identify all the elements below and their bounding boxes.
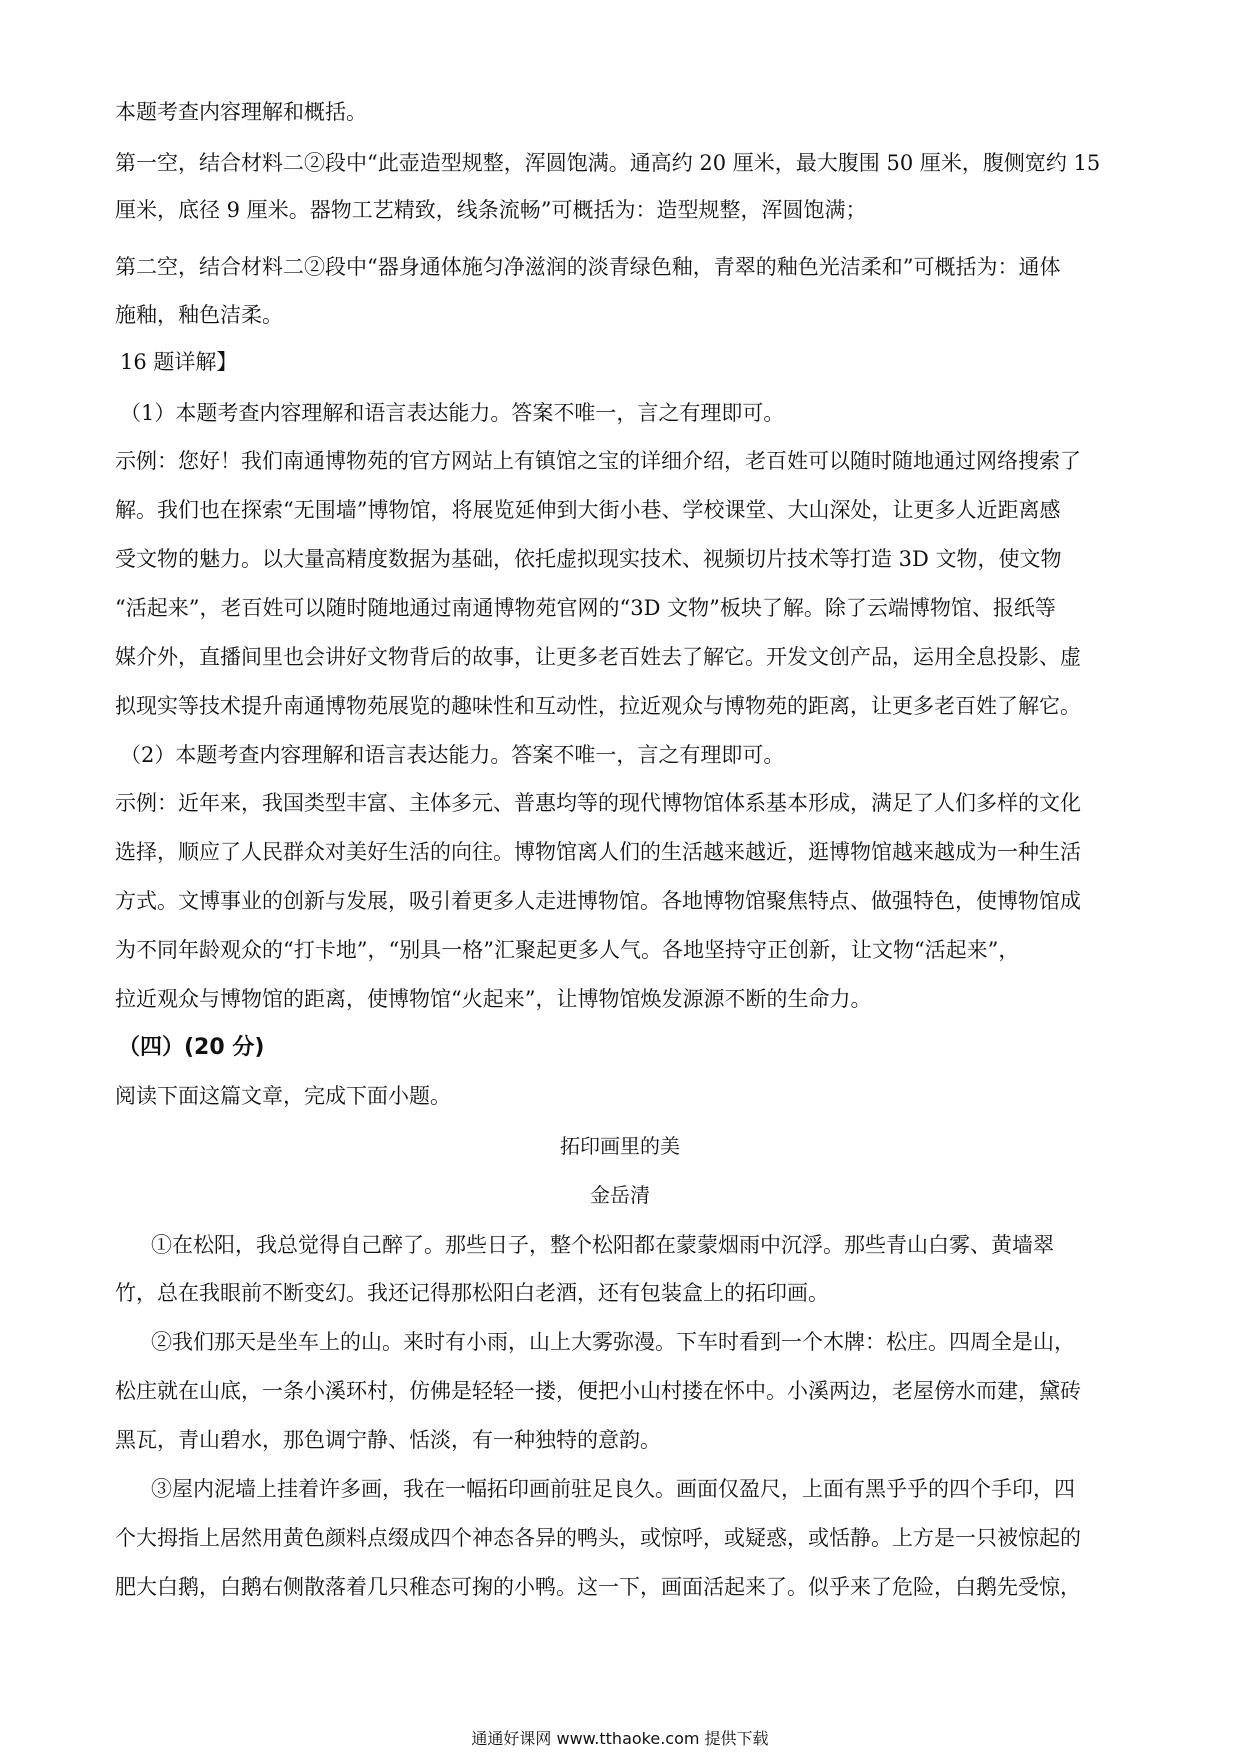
article-p1-line2: 竹，总在我眼前不断变幻。我还记得那松阳白老酒，还有包装盒上的拓印画。	[115, 1281, 829, 1305]
article-p2-line1: ②我们那天是坐车上的山。来时有小雨，山上大雾弥漫。下车时看到一个木牌：松庄。四周全是山，	[151, 1330, 1075, 1354]
answer-line-15: 示例：近年来，我国类型丰富、主体多元、普惠均等的现代博物馆体系基本形成，满足了人们多样的文化	[115, 791, 1081, 815]
answer-line-6: 16 题详解】	[120, 350, 238, 374]
article-p2-line2: 松庄就在山底，一条小溪环村，仿佛是轻轻一搂，便把小山村搂在怀中。小溪两边，老屋傍水而建，黛砖	[115, 1379, 1081, 1403]
article-p3-line1: ③屋内泥墙上挂着许多画，我在一幅拓印画前驻足良久。画面仅盈尺，上面有黑乎乎的四个手印，四	[151, 1477, 1075, 1501]
answer-line-11: “活起来”，老百姓可以随时随地通过南通博物苑官网的“3D 文物”板块了解。除了云端博物馆、报纸等	[115, 596, 1056, 620]
answer-line-9: 解。我们也在探索“无围墙”博物馆，将展览延伸到大街小巷、学校课堂、大山深处，让更多人近距离感	[115, 498, 1061, 522]
article-author: 金岳清	[590, 1183, 650, 1207]
article-p2-line3: 黑瓦，青山碧水，那色调宁静、恬淡，有一种独特的意韵。	[115, 1428, 661, 1452]
answer-line-3: 厘米，底径 9 厘米。器物工艺精致，线条流畅”可概括为：造型规整，浑圆饱满；	[115, 198, 867, 222]
answer-line-13: 拟现实等技术提升南通博物苑展览的趣味性和互动性，拉近观众与博物苑的距离，让更多老百姓了解它。	[115, 694, 1081, 718]
article-p3-line2: 个大拇指上居然用黄色颜料点缀成四个神态各异的鸭头，或惊呼，或疑惑，或恬静。上方是一只被惊起的	[115, 1526, 1081, 1550]
answer-line-7: （1）本题考查内容理解和语言表达能力。答案不唯一，言之有理即可。	[120, 401, 785, 425]
section-instruction: 阅读下面这篇文章，完成下面小题。	[115, 1084, 451, 1108]
answer-line-10: 受文物的魅力。以大量高精度数据为基础，依托虚拟现实技术、视频切片技术等打造 3D 文物，使文物	[115, 547, 1062, 571]
answer-line-2: 第一空，结合材料二②段中“此壶造型规整，浑圆饱满。通高约 20 厘米，最大腹围 50 厘米，腹侧宽约 15	[115, 151, 1101, 175]
answer-line-1: 本题考查内容理解和概括。	[115, 100, 367, 124]
answer-line-4: 第二空，结合材料二②段中“器身通体施匀净滋润的淡青绿色釉，青翠的釉色光洁柔和”可概括为：通体	[115, 255, 1061, 279]
page-footer: 通通好课网 www.tthaoke.com 提供下载	[471, 1729, 769, 1748]
answer-line-16: 选择，顺应了人民群众对美好生活的向往。博物馆离人们的生活越来越近，逛博物馆越来越成为一种生活	[115, 840, 1081, 864]
answer-line-18: 为不同年龄观众的“打卡地”，“别具一格”汇聚起更多人气。各地坚持守正创新，让文物“活起来”，	[115, 938, 1020, 962]
answer-line-14: （2）本题考查内容理解和语言表达能力。答案不唯一，言之有理即可。	[120, 743, 785, 767]
section-heading: （四）(20 分)	[118, 1035, 265, 1060]
article-title: 拓印画里的美	[560, 1134, 680, 1158]
answer-line-17: 方式。文博事业的创新与发展，吸引着更多人走进博物馆。各地博物馆聚焦特点、做强特色，使博物馆成	[115, 889, 1081, 913]
answer-line-5: 施釉，釉色洁柔。	[115, 303, 283, 327]
answer-line-12: 媒介外，直播间里也会讲好文物背后的故事，让更多老百姓去了解它。开发文创产品，运用全息投影、虚	[115, 645, 1081, 669]
answer-line-19: 拉近观众与博物馆的距离，使博物馆“火起来”，让博物馆焕发源源不断的生命力。	[115, 987, 872, 1011]
answer-line-8: 示例：您好！我们南通博物苑的官方网站上有镇馆之宝的详细介绍，老百姓可以随时随地通过网络搜索了	[115, 449, 1081, 473]
article-p3-line3: 肥大白鹅，白鹅右侧散落着几只稚态可掬的小鸭。这一下，画面活起来了。似乎来了危险，白鹅先受惊，	[115, 1575, 1081, 1599]
article-p1-line1: ①在松阳，我总觉得自己醉了。那些日子，整个松阳都在蒙蒙烟雨中沉浮。那些青山白雾、黄墙翠	[151, 1233, 1054, 1257]
